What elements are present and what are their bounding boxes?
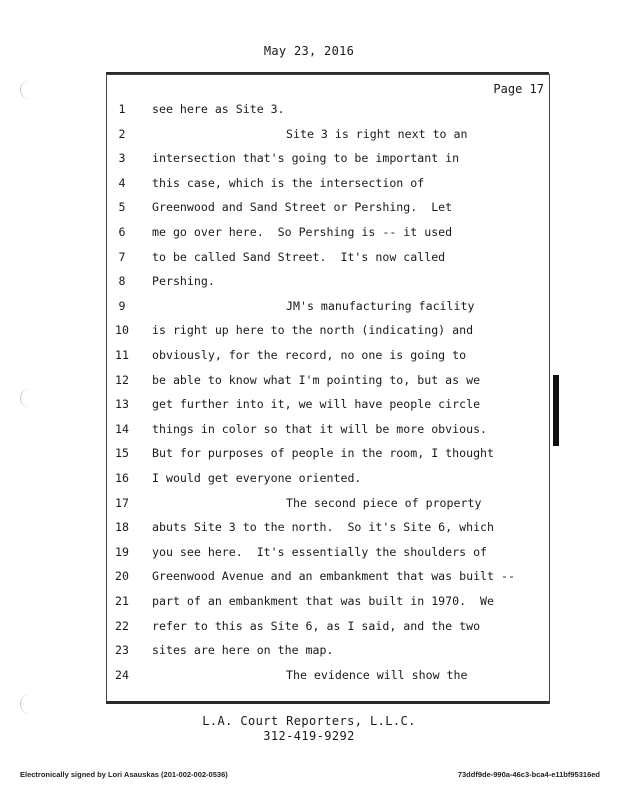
line-number: 3	[118, 151, 126, 166]
transcript-line	[0, 97, 618, 121]
transcript-line	[0, 195, 618, 219]
line-number: 10	[115, 323, 129, 338]
line-number: 12	[115, 372, 129, 387]
line-text: is right up here to the north (indicating) and	[152, 323, 474, 338]
page-number: Page 17	[493, 82, 544, 96]
line-text: abuts Site 3 to the north. So it's Site 6, which	[152, 520, 495, 535]
line-text: see here as Site 3.	[152, 102, 285, 116]
line-text: Greenwood and Sand Street or Pershing. Let	[152, 200, 453, 215]
line-text: be able to know what I'm pointing to, but as we	[152, 372, 481, 387]
line-number: 20	[115, 569, 129, 584]
line-text: Greenwood Avenue and an embankment that was built --	[152, 569, 515, 584]
line-number: 7	[118, 249, 126, 264]
reporter-company: L.A. Court Reporters, L.L.C.	[202, 714, 416, 728]
line-number: 23	[115, 643, 129, 658]
line-text: JM's manufacturing facility	[286, 298, 475, 313]
line-text: refer to this as Site 6, as I said, and the two	[152, 618, 481, 633]
line-text: The second piece of property	[286, 495, 482, 510]
line-number: 1	[118, 102, 126, 116]
line-text: sites are here on the map.	[152, 643, 334, 658]
line-text: The evidence will show the	[286, 667, 468, 682]
line-text: intersection that's going to be important in	[152, 151, 460, 166]
punch-hole-bottom	[20, 694, 41, 714]
transcript-line	[0, 441, 618, 465]
line-number: 14	[115, 421, 129, 436]
line-number: 24	[115, 667, 129, 682]
transcript-line	[0, 220, 618, 244]
line-text: I would get everyone oriented.	[152, 471, 362, 485]
transcript-line	[0, 269, 618, 293]
e-signature: Electronically signed by Lori Asauskas (201-002-002-0536)	[20, 770, 228, 779]
line-text: obviously, for the record, no one is going to	[152, 348, 467, 362]
line-number: 21	[115, 594, 129, 608]
line-text: this case, which is the intersection of	[152, 175, 425, 190]
transcript-line	[0, 515, 618, 539]
line-number: 13	[115, 397, 129, 412]
document-id: 73ddf9de-990a-46c3-bca4-e11bf95316ed	[457, 770, 600, 779]
transcript-line	[0, 614, 618, 638]
transcript-line	[0, 146, 618, 170]
line-number: 9	[118, 298, 126, 313]
frame-bottom-border	[106, 701, 549, 704]
transcript-line	[0, 540, 618, 564]
transcript-line	[0, 343, 618, 367]
transcript-line	[0, 294, 618, 318]
line-number: 22	[115, 618, 129, 633]
transcript-line	[0, 491, 618, 515]
line-number: 19	[115, 544, 129, 559]
transcript-line	[0, 318, 618, 342]
reporter-phone: 312-419-9292	[263, 729, 355, 743]
punch-hole-middle	[20, 388, 41, 408]
line-text: to be called Sand Street. It's now called	[152, 249, 446, 264]
transcript-line	[0, 171, 618, 195]
line-number: 5	[118, 200, 126, 215]
punch-hole-top	[20, 80, 41, 100]
line-number: 4	[118, 175, 126, 190]
line-number: 16	[115, 471, 129, 485]
transcript-line	[0, 245, 618, 269]
line-text: you see here. It's essentially the shoulders of	[152, 544, 488, 559]
line-text: things in color so that it will be more obvious.	[152, 421, 488, 436]
line-number: 2	[118, 126, 126, 141]
transcript-date: May 23, 2016	[263, 44, 355, 58]
transcript-line	[0, 663, 618, 687]
transcript-line	[0, 417, 618, 441]
line-text: Pershing.	[152, 274, 215, 289]
line-number: 15	[115, 446, 129, 461]
line-number: 11	[115, 348, 129, 362]
transcript-line	[0, 564, 618, 588]
transcript-line	[0, 392, 618, 416]
margin-bar	[553, 375, 559, 446]
transcript-line	[0, 368, 618, 392]
transcript-line	[0, 589, 618, 613]
transcript-line	[0, 638, 618, 662]
line-text: Site 3 is right next to an	[286, 126, 468, 141]
line-text: get further into it, we will have people circle	[152, 397, 481, 412]
transcript-line	[0, 122, 618, 146]
transcript-line	[0, 466, 618, 490]
line-number: 8	[118, 274, 126, 289]
line-number: 6	[118, 225, 126, 239]
line-text: me go over here. So Pershing is -- it used	[152, 225, 453, 239]
line-number: 18	[115, 520, 129, 535]
line-text: part of an embankment that was built in 1970. We	[152, 594, 495, 608]
line-text: But for purposes of people in the room, I thought	[152, 446, 495, 461]
line-number: 17	[115, 495, 129, 510]
